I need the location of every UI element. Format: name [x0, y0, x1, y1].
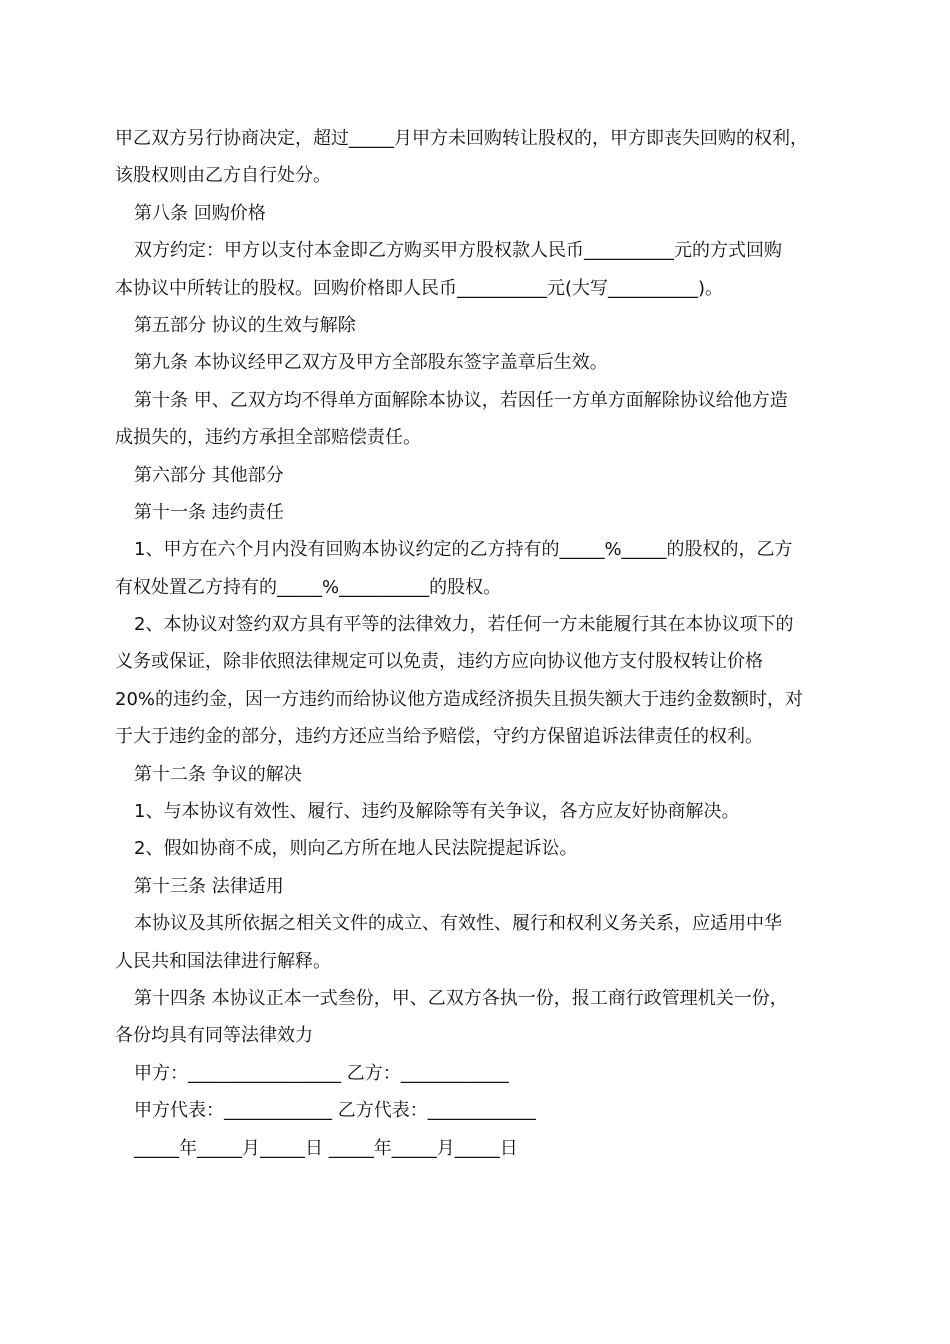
document-line: 甲乙双方另行协商决定，超过_____月甲方未回购转让股权的，甲方即丧失回购的权利， — [115, 128, 808, 149]
document-line: 第十一条 违约责任 — [134, 501, 284, 523]
document-line: 第十条 甲、乙双方均不得单方面解除本协议，若因任一方单方面解除协议给他方造 — [134, 389, 788, 411]
document-line: _____年_____月_____日 _____年_____月_____日 — [134, 1137, 518, 1159]
document-line: 于大于违约金的部分，违约方还应当给予赔偿，守约方保留追诉法律责任的权利。 — [115, 726, 763, 748]
document-line: 1、甲方在六个月内没有回购本协议约定的乙方持有的_____%_____的股权的，乙方 — [134, 539, 793, 561]
document-line: 第八条 回购价格 — [134, 202, 266, 224]
document-line: 双方约定：甲方以支付本金即乙方购买甲方股权款人民币__________元的方式回购 — [134, 240, 782, 262]
document-line: 第十二条 争议的解决 — [134, 763, 302, 785]
document-line: 第五部分 协议的生效与解除 — [134, 314, 356, 336]
document-line: 第十三条 法律适用 — [134, 875, 284, 897]
document-line: 本协议及其所依据之相关文件的成立、有效性、履行和权利义务关系，应适用中华 — [134, 913, 782, 935]
document-line: 2、假如协商不成，则向乙方所在地人民法院提起诉讼。 — [134, 838, 578, 860]
document-line: 本协议中所转让的股权。回购价格即人民币__________元(大写__________)。 — [115, 277, 724, 299]
document-line: 成损失的，违约方承担全部赔偿责任。 — [115, 427, 421, 449]
document-line: 20%的违约金，因一方违约而给协议他方造成经济损失且损失额大于违约金数额时，对 — [115, 688, 804, 710]
document-line: 该股权则由乙方自行处分。 — [115, 165, 331, 187]
document-line: 1、与本协议有效性、履行、违约及解除等有关争议，各方应友好协商解决。 — [134, 801, 740, 823]
document-line: 甲方：_________________ 乙方：____________ — [134, 1062, 509, 1084]
document-line: 义务或保证，除非依照法律规定可以免责，违约方应向协议他方支付股权转让价格 — [115, 651, 763, 673]
document-body — [115, 120, 840, 1167]
document-line: 甲方代表：____________ 乙方代表：____________ — [134, 1100, 536, 1122]
document-line: 人民共和国法律进行解释。 — [115, 950, 331, 972]
document-line: 第九条 本协议经甲乙双方及甲方全部股东签字盖章后生效。 — [134, 352, 608, 374]
document-line: 第十四条 本协议正本一式叁份，甲、乙双方各执一份，报工商行政管理机关一份， — [134, 987, 788, 1009]
document-line: 各份均具有同等法律效力 — [115, 1025, 313, 1047]
document-line: 有权处置乙方持有的_____%__________的股权。 — [115, 576, 502, 598]
document-line: 第六部分 其他部分 — [134, 464, 284, 486]
document-line: 2、本协议对签约双方具有平等的法律效力，若任何一方未能履行其在本协议项下的 — [134, 614, 794, 636]
